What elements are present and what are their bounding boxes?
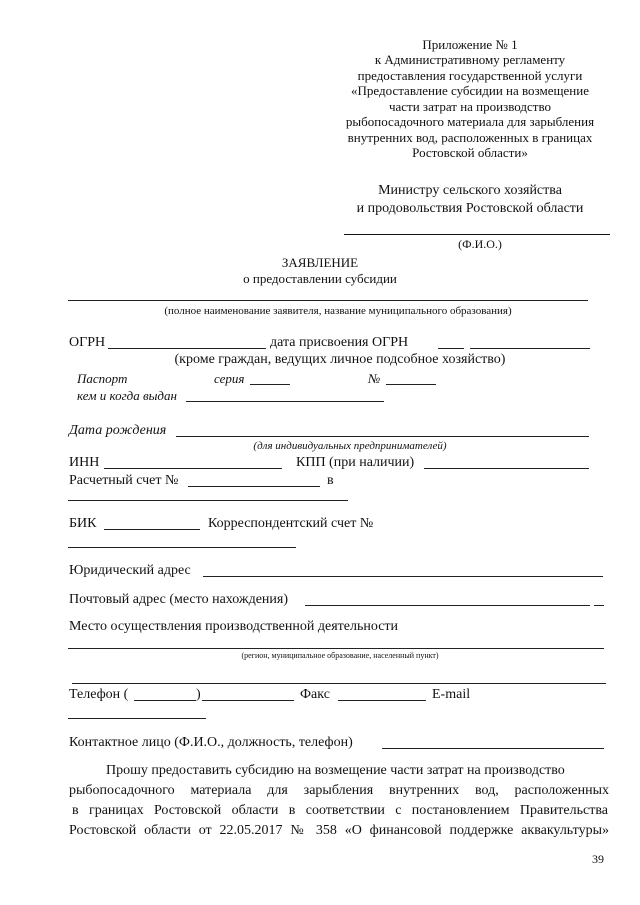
applicant-caption: (полное наименование заявителя, название муниципального образования) [164, 305, 512, 317]
appendix-line: Ростовской области» [412, 145, 528, 160]
phone-label: Телефон ( [69, 687, 129, 702]
passport-issued-label: кем и когда выдан [77, 388, 177, 403]
email-label: E-mail [432, 687, 471, 702]
production-place-field[interactable] [68, 648, 604, 649]
account-label: Расчетный счет № [69, 473, 179, 488]
form-title: ЗАЯВЛЕНИЕ [281, 255, 359, 270]
appendix-line: предоставления государственной услуги [357, 68, 583, 83]
postal-address-field[interactable] [305, 605, 590, 606]
passport-issued-field[interactable] [186, 401, 384, 402]
appendix-line: «Предоставление субсидии на возмещение [351, 83, 589, 98]
ogrn-label: ОГРН [69, 335, 106, 350]
corr-account-field[interactable] [68, 547, 296, 548]
fio-caption: (Ф.И.О.) [458, 237, 502, 251]
account-number-field[interactable] [188, 486, 320, 487]
applicant-name-field[interactable] [68, 300, 588, 301]
request-line: в границах Ростовской области в соответствии с постановлением Правительства [72, 803, 608, 818]
fio-signature-line [344, 234, 610, 235]
ogrn-date-field-1[interactable] [438, 348, 464, 349]
passport-series-label: серия [214, 371, 245, 386]
birth-date-note: (для индивидуальных предпринимателей) [253, 440, 447, 452]
phone-code-field[interactable] [134, 700, 196, 701]
inn-label: ИНН [69, 455, 100, 470]
appendix-line: части затрат на производство [388, 99, 552, 114]
appendix-line: Приложение № 1 [422, 37, 518, 52]
passport-series-field[interactable] [250, 384, 290, 385]
request-line: Ростовской области от 22.05.2017 № 358 «О финансовой поддержке аквакультуры» [69, 823, 609, 838]
kpp-field[interactable] [424, 468, 589, 469]
bik-label: БИК [69, 516, 97, 531]
appendix-line: рыбопосадочного материала для зарыбления [345, 114, 595, 129]
corr-account-label: Корреспондентский счет № [208, 516, 374, 531]
bik-field[interactable] [104, 529, 200, 530]
addressee-line-2: и продовольствия Ростовской области [356, 201, 584, 216]
email-field[interactable] [68, 718, 206, 719]
request-line: Прошу предоставить субсидию на возмещение части затрат на производство [106, 763, 565, 778]
legal-address-field[interactable] [203, 576, 603, 577]
inn-field[interactable] [104, 468, 282, 469]
addressee-line-1: Министру сельского хозяйства [378, 183, 562, 198]
phone-number-field[interactable] [202, 700, 294, 701]
ogrn-date-field-2[interactable] [470, 348, 590, 349]
appendix-line: к Административному регламенту [374, 52, 566, 67]
postal-address-field-end [594, 605, 604, 606]
postal-address-label: Почтовый адрес (место нахождения) [69, 592, 288, 607]
bank-name-field[interactable] [68, 500, 348, 501]
contact-person-field[interactable] [382, 748, 604, 749]
fax-field[interactable] [338, 700, 426, 701]
page-number: 39 [592, 852, 604, 866]
appendix-line: внутренних вод, расположенных в границах [347, 130, 593, 145]
production-place-label: Место осуществления производственной деятельности [69, 619, 399, 634]
birth-date-label: Дата рождения [69, 423, 167, 438]
request-line: рыбопосадочного материала для зарыбления внутренних вод, расположенных [69, 783, 609, 798]
contact-person-label: Контактное лицо (Ф.И.О., должность, телефон) [69, 735, 353, 750]
fax-label: Факс [300, 687, 330, 702]
ogrn-date-label: дата присвоения ОГРН [270, 335, 409, 350]
passport-number-field[interactable] [386, 384, 436, 385]
production-place-field-2[interactable] [72, 683, 606, 684]
account-in-label: в [327, 473, 334, 488]
form-subtitle: о предоставлении субсидии [243, 271, 397, 286]
passport-label: Паспорт [77, 371, 128, 386]
birth-date-field[interactable] [176, 436, 589, 437]
ogrn-field[interactable] [108, 348, 266, 349]
production-place-caption: (регион, муниципальное образование, населенный пункт) [241, 651, 439, 660]
kpp-label: КПП (при наличии) [296, 455, 415, 470]
passport-number-label: № [368, 371, 381, 386]
legal-address-label: Юридический адрес [69, 563, 191, 578]
phone-close-paren: ) [196, 687, 201, 702]
ogrn-note: (кроме граждан, ведущих личное подсобное хозяйство) [174, 352, 506, 367]
